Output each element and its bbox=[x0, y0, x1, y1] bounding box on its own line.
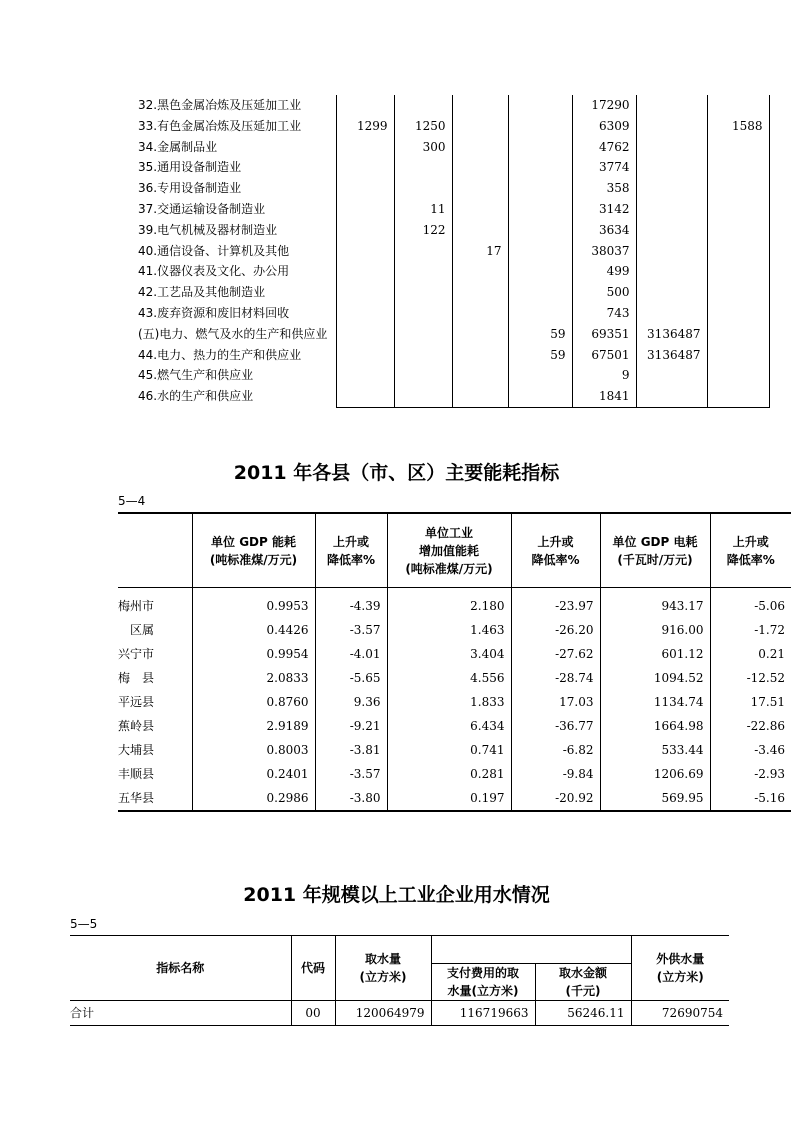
value-cell bbox=[508, 241, 572, 262]
value-cell: 1250 bbox=[394, 116, 452, 137]
value-cell: -4.39 bbox=[315, 588, 387, 619]
gdp-electricity-header: 单位 GDP 电耗 (千瓦时/万元) bbox=[600, 513, 710, 588]
value-cell: 1134.74 bbox=[600, 690, 710, 714]
table-row bbox=[118, 690, 791, 714]
value-cell: -3.57 bbox=[315, 762, 387, 786]
value-cell bbox=[394, 157, 452, 178]
value-cell: 0.8760 bbox=[192, 690, 315, 714]
value-cell: 0.2401 bbox=[192, 762, 315, 786]
value-cell bbox=[336, 303, 394, 324]
table-row bbox=[0, 157, 769, 178]
value-cell: 116719663 bbox=[431, 1001, 535, 1026]
value-cell: 0.21 bbox=[710, 642, 791, 666]
county-name: 五华县 bbox=[118, 791, 155, 805]
value-cell bbox=[394, 386, 452, 407]
code-header: 代码 bbox=[291, 936, 335, 1001]
table-row bbox=[0, 137, 769, 158]
value-cell: 1299 bbox=[336, 116, 394, 137]
value-cell bbox=[707, 386, 769, 407]
value-cell: 6.434 bbox=[387, 714, 511, 738]
value-cell bbox=[452, 178, 508, 199]
table-row bbox=[0, 220, 769, 241]
value-cell bbox=[707, 137, 769, 158]
value-cell: 2.9189 bbox=[192, 714, 315, 738]
value-cell bbox=[707, 178, 769, 199]
value-cell: 69351 bbox=[572, 324, 636, 345]
value-cell: -5.16 bbox=[710, 786, 791, 811]
gdp-electricity-rate-header: 上升或 降低率% bbox=[710, 513, 791, 588]
value-cell: 56246.11 bbox=[535, 1001, 631, 1026]
value-cell: 0.2986 bbox=[192, 786, 315, 811]
industry-name: 40.通信设备、计算机及其他 bbox=[138, 243, 290, 258]
value-cell: -26.20 bbox=[511, 618, 600, 642]
value-cell bbox=[452, 324, 508, 345]
value-cell bbox=[707, 282, 769, 303]
industry-name: 43.废弃资源和废旧材料回收 bbox=[138, 305, 290, 320]
value-cell bbox=[336, 324, 394, 345]
value-cell bbox=[636, 137, 707, 158]
value-cell: 3774 bbox=[572, 157, 636, 178]
value-cell bbox=[394, 324, 452, 345]
table-row bbox=[118, 666, 791, 690]
value-cell bbox=[636, 365, 707, 386]
value-cell: -4.01 bbox=[315, 642, 387, 666]
county-name: 平远县 bbox=[118, 695, 155, 709]
industry-name: 42.工艺品及其他制造业 bbox=[138, 285, 266, 300]
value-cell: 943.17 bbox=[600, 588, 710, 619]
value-cell: 1.463 bbox=[387, 618, 511, 642]
value-cell bbox=[636, 199, 707, 220]
intake-amount-header: 取水金额 (千元) bbox=[535, 964, 631, 1001]
value-cell bbox=[452, 199, 508, 220]
value-cell bbox=[336, 137, 394, 158]
paid-intake-header: 支付费用的取 水量(立方米) bbox=[431, 964, 535, 1001]
energy-table-code: 5—4 bbox=[118, 494, 146, 508]
table-row bbox=[0, 261, 769, 282]
value-cell: 0.281 bbox=[387, 762, 511, 786]
table-row bbox=[118, 618, 791, 642]
table-row bbox=[118, 714, 791, 738]
county-name: 梅州市 bbox=[118, 599, 155, 613]
value-cell bbox=[508, 157, 572, 178]
value-cell bbox=[707, 220, 769, 241]
value-cell: 2.180 bbox=[387, 588, 511, 619]
value-cell bbox=[636, 241, 707, 262]
value-cell bbox=[452, 303, 508, 324]
value-cell bbox=[336, 365, 394, 386]
value-cell bbox=[394, 365, 452, 386]
industry-name: (五)电力、燃气及水的生产和供应业 bbox=[138, 326, 328, 341]
value-cell: 1094.52 bbox=[600, 666, 710, 690]
value-cell bbox=[394, 303, 452, 324]
table-row bbox=[0, 116, 769, 137]
industry-energy-table bbox=[0, 95, 770, 408]
table-row bbox=[70, 1001, 729, 1026]
value-cell bbox=[508, 220, 572, 241]
energy-indicators-title: 2011 年各县（市、区）主要能耗指标 bbox=[233, 462, 560, 484]
value-cell bbox=[508, 365, 572, 386]
table-row bbox=[118, 738, 791, 762]
value-cell: 4762 bbox=[572, 137, 636, 158]
table-row bbox=[0, 386, 769, 407]
value-cell: -23.97 bbox=[511, 588, 600, 619]
gdp-energy-header: 单位 GDP 能耗 (吨标准煤/万元) bbox=[192, 513, 315, 588]
value-cell bbox=[636, 303, 707, 324]
value-cell: 916.00 bbox=[600, 618, 710, 642]
value-cell bbox=[636, 282, 707, 303]
value-cell: 0.8003 bbox=[192, 738, 315, 762]
value-cell: 4.556 bbox=[387, 666, 511, 690]
table-row bbox=[0, 241, 769, 262]
value-cell: 1664.98 bbox=[600, 714, 710, 738]
value-cell bbox=[394, 95, 452, 116]
value-cell: -36.77 bbox=[511, 714, 600, 738]
table-row bbox=[118, 588, 791, 619]
value-cell bbox=[452, 386, 508, 407]
value-cell: -28.74 bbox=[511, 666, 600, 690]
value-cell bbox=[707, 261, 769, 282]
value-cell: 0.4426 bbox=[192, 618, 315, 642]
county-name: 区属 bbox=[118, 623, 155, 637]
value-cell: 9.36 bbox=[315, 690, 387, 714]
value-cell: 0.741 bbox=[387, 738, 511, 762]
table-row bbox=[0, 345, 769, 366]
code-cell: 00 bbox=[291, 1001, 335, 1026]
value-cell bbox=[452, 261, 508, 282]
table-row bbox=[0, 282, 769, 303]
value-cell: 17 bbox=[452, 241, 508, 262]
blank-header bbox=[431, 936, 631, 964]
table-row bbox=[0, 95, 769, 116]
value-cell: -3.57 bbox=[315, 618, 387, 642]
value-cell bbox=[508, 137, 572, 158]
industry-name: 45.燃气生产和供应业 bbox=[138, 368, 254, 383]
value-cell: 0.9953 bbox=[192, 588, 315, 619]
energy-indicators-table bbox=[118, 512, 791, 812]
value-cell: -5.06 bbox=[710, 588, 791, 619]
water-intake-header: 取水量 (立方米) bbox=[335, 936, 431, 1001]
table-row bbox=[118, 642, 791, 666]
table-row bbox=[0, 365, 769, 386]
value-cell bbox=[707, 95, 769, 116]
value-cell: 9 bbox=[572, 365, 636, 386]
value-cell: -22.86 bbox=[710, 714, 791, 738]
value-cell: 122 bbox=[394, 220, 452, 241]
value-cell bbox=[707, 345, 769, 366]
value-cell: 300 bbox=[394, 137, 452, 158]
value-cell: 11 bbox=[394, 199, 452, 220]
value-cell bbox=[707, 199, 769, 220]
value-cell bbox=[636, 261, 707, 282]
value-cell bbox=[636, 386, 707, 407]
value-cell bbox=[508, 261, 572, 282]
value-cell bbox=[336, 157, 394, 178]
industry-name: 36.专用设备制造业 bbox=[138, 181, 242, 196]
water-table-code: 5—5 bbox=[70, 917, 98, 931]
value-cell bbox=[707, 365, 769, 386]
value-cell bbox=[508, 199, 572, 220]
value-cell bbox=[336, 178, 394, 199]
industry-name: 32.黑色金属冶炼及压延加工业 bbox=[138, 98, 302, 112]
county-name: 蕉岭县 bbox=[118, 719, 155, 733]
value-cell: -1.72 bbox=[710, 618, 791, 642]
value-cell bbox=[707, 303, 769, 324]
value-cell bbox=[508, 303, 572, 324]
value-cell: 38037 bbox=[572, 241, 636, 262]
industry-name: 46.水的生产和供应业 bbox=[138, 389, 254, 404]
value-cell bbox=[452, 282, 508, 303]
value-cell: 0.9954 bbox=[192, 642, 315, 666]
table-row bbox=[0, 178, 769, 199]
value-cell: 59 bbox=[508, 324, 572, 345]
county-name: 兴宁市 bbox=[118, 647, 155, 661]
value-cell: 17.51 bbox=[710, 690, 791, 714]
value-cell: 1841 bbox=[572, 386, 636, 407]
value-cell: -9.21 bbox=[315, 714, 387, 738]
value-cell: 3.404 bbox=[387, 642, 511, 666]
value-cell bbox=[707, 324, 769, 345]
value-cell bbox=[394, 241, 452, 262]
value-cell bbox=[336, 386, 394, 407]
value-cell bbox=[636, 116, 707, 137]
value-cell bbox=[394, 261, 452, 282]
indicator-name: 合计 bbox=[70, 1001, 291, 1026]
gdp-energy-rate-header: 上升或 降低率% bbox=[315, 513, 387, 588]
value-cell: 3634 bbox=[572, 220, 636, 241]
value-cell: 1.833 bbox=[387, 690, 511, 714]
value-cell bbox=[636, 157, 707, 178]
table-row bbox=[0, 324, 769, 345]
value-cell: 59 bbox=[508, 345, 572, 366]
value-cell: 569.95 bbox=[600, 786, 710, 811]
value-cell bbox=[636, 95, 707, 116]
value-cell bbox=[394, 282, 452, 303]
county-name: 大埔县 bbox=[118, 743, 155, 757]
value-cell bbox=[452, 95, 508, 116]
value-cell bbox=[452, 345, 508, 366]
value-cell: 1206.69 bbox=[600, 762, 710, 786]
value-cell bbox=[336, 345, 394, 366]
table-row bbox=[0, 199, 769, 220]
value-cell bbox=[336, 261, 394, 282]
value-cell bbox=[707, 157, 769, 178]
industry-name: 39.电气机械及器材制造业 bbox=[138, 222, 278, 237]
water-usage-title: 2011 年规模以上工业企业用水情况 bbox=[243, 884, 550, 906]
value-cell bbox=[636, 220, 707, 241]
value-cell bbox=[452, 220, 508, 241]
county-name: 梅 县 bbox=[118, 671, 155, 685]
industry-name: 41.仪器仪表及文化、办公用 bbox=[138, 264, 290, 279]
value-cell: 3136487 bbox=[636, 345, 707, 366]
value-cell: -9.84 bbox=[511, 762, 600, 786]
value-cell bbox=[508, 282, 572, 303]
value-cell bbox=[336, 95, 394, 116]
water-usage-table bbox=[70, 935, 729, 1026]
value-cell bbox=[707, 241, 769, 262]
value-cell bbox=[394, 345, 452, 366]
value-cell bbox=[336, 241, 394, 262]
county-name: 丰顺县 bbox=[118, 767, 155, 781]
table-row bbox=[0, 303, 769, 324]
value-cell bbox=[636, 178, 707, 199]
value-cell: 17290 bbox=[572, 95, 636, 116]
value-cell bbox=[336, 220, 394, 241]
value-cell: 120064979 bbox=[335, 1001, 431, 1026]
value-cell: -12.52 bbox=[710, 666, 791, 690]
value-cell: 3142 bbox=[572, 199, 636, 220]
value-cell: 358 bbox=[572, 178, 636, 199]
value-cell: 743 bbox=[572, 303, 636, 324]
value-cell: -3.81 bbox=[315, 738, 387, 762]
county-header bbox=[118, 513, 192, 588]
value-cell bbox=[336, 282, 394, 303]
table-row bbox=[118, 762, 791, 786]
value-cell: -3.80 bbox=[315, 786, 387, 811]
value-cell: -20.92 bbox=[511, 786, 600, 811]
value-cell bbox=[394, 178, 452, 199]
value-cell: 3136487 bbox=[636, 324, 707, 345]
value-cell: -27.62 bbox=[511, 642, 600, 666]
industry-name: 34.金属制品业 bbox=[138, 139, 218, 154]
value-cell bbox=[452, 365, 508, 386]
value-cell bbox=[508, 116, 572, 137]
value-cell: 17.03 bbox=[511, 690, 600, 714]
industry-name: 44.电力、热力的生产和供应业 bbox=[138, 347, 302, 362]
external-supply-header: 外供水量 (立方米) bbox=[631, 936, 729, 1001]
value-cell bbox=[336, 199, 394, 220]
value-cell: 6309 bbox=[572, 116, 636, 137]
value-cell: 67501 bbox=[572, 345, 636, 366]
value-cell: -2.93 bbox=[710, 762, 791, 786]
value-cell: 1588 bbox=[707, 116, 769, 137]
value-cell: -3.46 bbox=[710, 738, 791, 762]
industrial-energy-header: 单位工业 增加值能耗 (吨标准煤/万元) bbox=[387, 513, 511, 588]
value-cell: 533.44 bbox=[600, 738, 710, 762]
value-cell bbox=[508, 95, 572, 116]
value-cell bbox=[452, 137, 508, 158]
industry-name: 33.有色金属冶炼及压延加工业 bbox=[138, 118, 302, 133]
table-row bbox=[118, 786, 791, 811]
value-cell: -6.82 bbox=[511, 738, 600, 762]
value-cell bbox=[452, 116, 508, 137]
value-cell: 0.197 bbox=[387, 786, 511, 811]
industrial-energy-rate-header: 上升或 降低率% bbox=[511, 513, 600, 588]
value-cell: 601.12 bbox=[600, 642, 710, 666]
value-cell: 499 bbox=[572, 261, 636, 282]
value-cell: 2.0833 bbox=[192, 666, 315, 690]
value-cell: 72690754 bbox=[631, 1001, 729, 1026]
value-cell: 500 bbox=[572, 282, 636, 303]
industry-name: 35.通用设备制造业 bbox=[138, 160, 242, 175]
value-cell bbox=[508, 386, 572, 407]
industry-name: 37.交通运输设备制造业 bbox=[138, 201, 266, 216]
value-cell: -5.65 bbox=[315, 666, 387, 690]
value-cell bbox=[452, 157, 508, 178]
indicator-name-header: 指标名称 bbox=[70, 936, 291, 1001]
value-cell bbox=[508, 178, 572, 199]
